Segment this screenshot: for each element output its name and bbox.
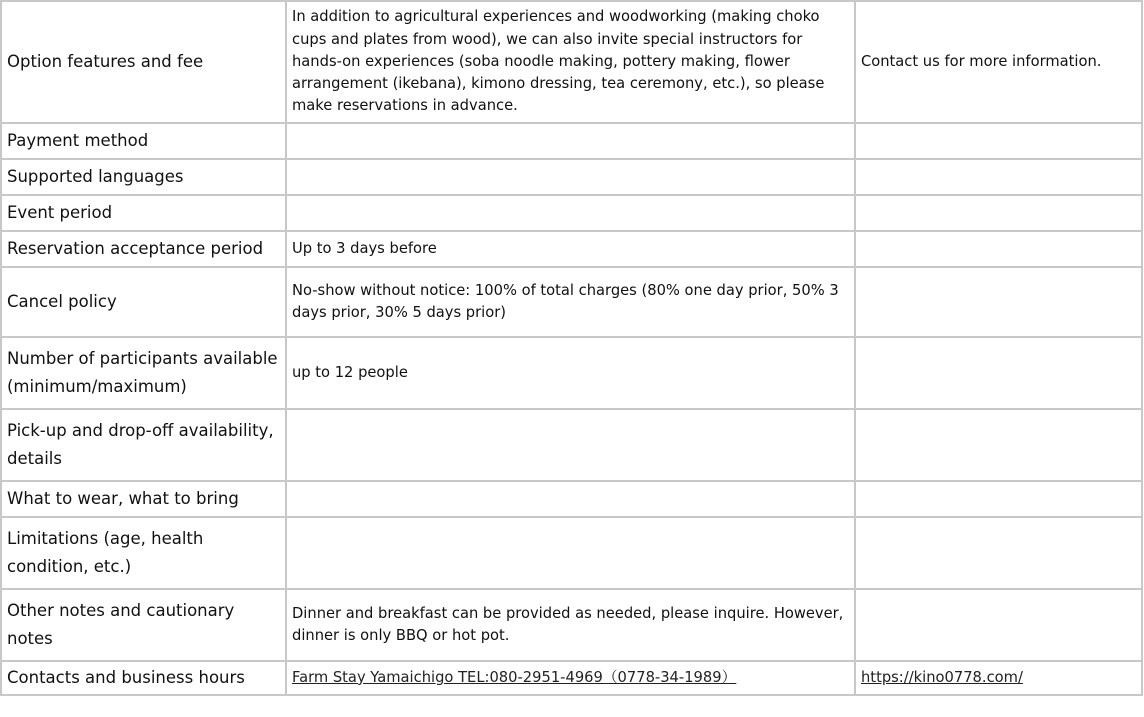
table-row-what-to-wear	[0, 480, 1143, 516]
table-row-contacts	[0, 660, 1143, 696]
row-detail: In addition to agricultural experiences and woodworking (making choko cups and plates from wood), we can also invite special instructors for hands-on experiences (soba noodle making, pottery making, flower arrangement (ikebana), kimono dressing, tea ceremony, etc.), so please make reservations in advance.	[285, 0, 854, 122]
row-extra	[854, 516, 1143, 588]
row-label: Reservation acceptance period	[0, 230, 285, 266]
row-label: Other notes and cautionary notes	[0, 588, 285, 660]
row-extra	[854, 408, 1143, 480]
table-row-cancel-policy	[0, 266, 1143, 336]
row-label: Limitations (age, health condition, etc.)	[0, 516, 285, 588]
row-label: Payment method	[0, 122, 285, 158]
row-detail: Up to 3 days before	[285, 230, 854, 266]
row-detail: up to 12 people	[285, 336, 854, 408]
row-label: Cancel policy	[0, 266, 285, 336]
table-row-supported-languages	[0, 158, 1143, 194]
row-extra	[854, 158, 1143, 194]
row-detail	[285, 158, 854, 194]
table-row-payment-method	[0, 122, 1143, 158]
row-extra	[854, 266, 1143, 336]
table-row-limitations	[0, 516, 1143, 588]
row-extra	[854, 588, 1143, 660]
row-extra	[854, 194, 1143, 230]
row-label: Pick-up and drop-off availability, details	[0, 408, 285, 480]
contact-cell	[285, 660, 854, 696]
row-extra	[854, 480, 1143, 516]
row-label: Number of participants available (minimum/maximum)	[0, 336, 285, 408]
table-row-event-period	[0, 194, 1143, 230]
row-detail	[285, 480, 854, 516]
website-cell	[854, 660, 1143, 696]
row-label: Supported languages	[0, 158, 285, 194]
table-row-pickup-dropoff	[0, 408, 1143, 480]
table-row-participants	[0, 336, 1143, 408]
row-extra	[854, 122, 1143, 158]
row-detail	[285, 194, 854, 230]
row-extra: Contact us for more information.	[854, 0, 1143, 122]
row-label: Option features and fee	[0, 0, 285, 122]
row-detail: Dinner and breakfast can be provided as needed, please inquire. However, dinner is only BBQ or hot pot.	[285, 588, 854, 660]
table-row-option-features	[0, 0, 1143, 122]
website-link[interactable]: https://kino0778.com/	[861, 668, 1023, 686]
table-row-reservation-period	[0, 230, 1143, 266]
row-label: Event period	[0, 194, 285, 230]
row-detail	[285, 516, 854, 588]
table-row-other-notes	[0, 588, 1143, 660]
row-extra	[854, 230, 1143, 266]
row-label: Contacts and business hours	[0, 660, 285, 696]
row-detail	[285, 408, 854, 480]
contact-phone-link[interactable]: Farm Stay Yamaichigo TEL:080-2951-4969（0778-34-1989）	[292, 668, 737, 686]
row-label: What to wear, what to bring	[0, 480, 285, 516]
row-detail: No-show without notice: 100% of total charges (80% one day prior, 50% 3 days prior, 30% 5 days prior)	[285, 266, 854, 336]
row-detail	[285, 122, 854, 158]
row-extra	[854, 336, 1143, 408]
